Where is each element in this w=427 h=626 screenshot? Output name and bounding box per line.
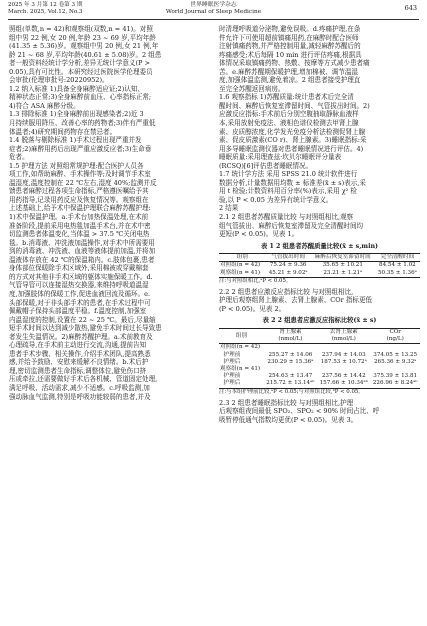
table-row: [219, 359, 420, 366]
table-cell: 对照组(n = 42): [220, 344, 261, 351]
table-cell: 237.56 ± 14.42: [321, 373, 366, 380]
body-text-line: 馈患者麻醉过程各项生命指标,严格遵医嘱给予其: [9, 187, 149, 196]
body-text-line: 本,采用放射免疫法、液相色谱仪检测去甲肾上腺: [219, 119, 359, 128]
table-cell: 237.94 ± 14.03: [321, 351, 366, 358]
body-text-line: 护理后观察组肾上腺素、去肾上腺素、COr 指标更低: [219, 296, 373, 305]
body-text-line: 切监测患者体温变化,当体温 > 37.5 ℃关闭电热: [9, 230, 150, 239]
table-header-cell: 组别: [219, 329, 264, 344]
section-2-3-text: [219, 399, 420, 425]
page-header: [0, 0, 427, 22]
body-text-line: 体温者;4)研究期间药物存在禁忌者。: [9, 127, 117, 136]
body-text-line: 佩戴帽子保持头部温度平稳。f.温度控制,加强室: [9, 307, 147, 316]
body-text-line: 2 结果: [219, 204, 239, 213]
body-text-line: 上述基础上,给予术中保温护理联合麻醉苏醒护理:: [9, 204, 151, 213]
body-text-line: 1.6 观察指标 1)苏醒质量:统计患者术后完全清: [219, 93, 354, 102]
body-text-line: 短手术时间以达到减少散热,避免手术时间过长导致患: [9, 324, 162, 333]
table-cell: 254.63 ± 13.47: [268, 373, 313, 380]
body-text-line: 更短(P < 0.05)。见表 1。: [219, 230, 299, 239]
journal-title-en: World Journal of Sleep Medicine: [165, 9, 262, 16]
body-text-line: (41.35 ± 5.36)岁。观察组中男 20 例,女 21 例,年: [9, 42, 159, 51]
body-text-line: 后观察组夜间最低 SPO₂、SPO₂ < 90% 时间占比、呼: [219, 407, 380, 416]
left-column: [9, 25, 211, 401]
table-cell: [317, 366, 370, 373]
table2-header-row: [219, 329, 420, 344]
body-text-line: 照组(单数,n = 42)和观察组(双数,n = 41)。对照: [9, 25, 153, 33]
body-text-line: 疼痛感受;术后每隔 10 min 进行评估疼痛,根据具: [219, 50, 362, 59]
body-text-line: 用多导睡眠监测仪器对患者睡眠情况进行评估。4): [219, 144, 364, 153]
body-text-line: 醒时间、麻醉后恢复室滞留时间、气管拔出时间。2): [219, 101, 370, 110]
body-text-line: 体情况采取镇痛药物、热敷、按摩等方式减少患者痛: [219, 59, 370, 68]
body-text-line: 到的消毒液、冲洗液、血液等液体提前加温,并将加: [9, 247, 156, 256]
table-header-cell: 去肾上腺素 (nmol/L): [317, 329, 370, 344]
body-text-line: 心理疏导,在手术前主动进行交流,沟通,提前告知: [9, 341, 147, 350]
body-text-line: 用药指导,记录用药反应及恢复情况等。观察组在: [9, 195, 149, 204]
table-cell: 护理后: [220, 358, 241, 365]
table-row: [219, 366, 420, 373]
body-text-line: 1.3 排除标准 1)全身麻醉前出现感染者;2)近 3: [9, 110, 144, 119]
body-text-line: 数据分析,计量数据用均数 ± 标准差(x̄ ± s)表示,采: [219, 178, 366, 187]
table-header-cell: 组别: [219, 254, 266, 262]
body-text-line: 验,以 P < 0.05 为差异有统计学意义。: [219, 195, 333, 204]
table-cell: [317, 344, 370, 352]
table-cell: 护理前: [220, 351, 241, 358]
body-text-line: 1)术中保温护理。a.手术台加热保温处理,在术前: [9, 213, 149, 222]
body-text-line: 应激反应指标:手术前后分别空腹抽取静脉血液样: [219, 110, 359, 119]
body-text-line: 者发生失温情况。2)麻醉苏醒护理。a.术前教育及: [9, 332, 153, 341]
table-cell: [264, 344, 317, 352]
table-header-cell: 麻醉后恢复室滞留时间: [311, 254, 375, 262]
table-cell: 观察组(n = 41): [219, 270, 266, 278]
right-column: [219, 25, 420, 424]
body-text-line: 1.4 脱落与剔除标准 1)手术过程出现严重并发: [9, 136, 142, 145]
table-cell: 230.29 ± 15.36ᵃ: [267, 358, 314, 365]
table-cell: 265.36 ± 9.32ᵃ: [373, 358, 417, 365]
journal-title: [0, 2, 427, 16]
table-cell: 35.65 ± 10.21: [322, 262, 363, 269]
body-text-line: 项工作,如帮助麻醉、手术操作等;及时调节手术室: [9, 170, 151, 179]
body-text-line: 至完全苏醒返回病房。: [219, 84, 285, 93]
body-text-line: 2.2 2 组患者应激反应指标比较 与对照组相比,: [219, 287, 354, 296]
body-text-line: 用 t 检验;计数资料用百分率(%)表示,采用 χ² 检: [219, 187, 357, 196]
body-text-line: 苦。e.麻醉苏醒期保暖护理,增加棉被、调节温湿: [219, 67, 358, 76]
table-cell: 226.96 ± 8.24ᵃᵇ: [370, 380, 420, 388]
table1-body: [219, 262, 420, 277]
table1-caption: 表 1 2 组患者苏醒质量比较(x̄ ± s,min): [260, 242, 379, 250]
table-cell: [370, 344, 420, 352]
table-row: [219, 344, 420, 352]
table-cell: 215.72 ± 13.14ᵃᵇ: [264, 380, 317, 388]
body-text-line: 2.1 2 组患者苏醒质量比较 与对照组相比,观察: [219, 213, 354, 222]
table-cell: 75.24 ± 9.36: [269, 262, 307, 269]
body-text-line: 度,加强肢体的保暖工作,促进血液回流及循环。e.: [9, 289, 151, 298]
body-text-line: 患者手术步骤、相关操作,介绍手术团队,提高熟悉: [9, 349, 151, 358]
table1-header-row: [219, 254, 420, 262]
table-cell: 23.21 ± 1.21ᵃ: [311, 270, 375, 278]
body-text-line: 症者;2)麻醉用药后出现严重应激反应者;3)生命垂: [9, 144, 152, 153]
table-header-cell: 肾上腺素 (nmol/L): [264, 329, 317, 344]
table-cell: 375.39 ± 13.81: [373, 373, 418, 380]
table2-note: 注:与本组护理前比较,ᵃP < 0.05;与对照组比较,ᵇP < 0.05。: [219, 388, 364, 395]
body-text-line: 度,加强体温监测,避免着凉。2 组患者接受护理直: [219, 76, 361, 85]
table2-caption: 表 2 2 组患者应激反应指标比较(x̄ ± s): [262, 317, 377, 325]
body-text-line: 1.2 纳入标准 1)具备全身麻醉适应证;2)认知、: [9, 84, 144, 93]
body-text-line: 满足呼吸、活动需求,减少不适感。c.呼吸监测,加: [9, 383, 150, 392]
table2-body: [219, 344, 420, 388]
body-text-line: (RCSQ)[6]评估患者睡眠情况。: [219, 161, 313, 170]
body-text-line: 4)符合 ASA 麻醉分级。: [9, 101, 80, 110]
table-cell: 157.66 ± 10.34ᵃᵇ: [317, 380, 370, 388]
table-cell: 护理前: [220, 373, 241, 380]
table-cell: 45.21 ± 9.02ᵃ: [266, 270, 311, 278]
table-header-cell: COr (ng/L): [370, 329, 420, 344]
body-text-line: 组气管拔出、麻醉后恢复室滞留及完全清醒时间均: [219, 221, 364, 230]
body-text-line: 吸暂停低通气指数均更优(P < 0.05)。见表 3。: [219, 415, 358, 424]
body-text-line: 2.3 2 组患者睡眠指标比较 与对照组相比,护理: [219, 398, 354, 407]
body-text-line: 气管导管可以连接湿热交换器,来维持呼吸道温湿: [9, 281, 149, 290]
body-text-line: 温湿度,温度控制在 22 ℃左右,湿度 40%;监测并反: [9, 178, 157, 187]
body-text-line: 组中男 22 例,女 20 例,年龄 23 ~ 69 岁,平均年龄: [9, 33, 156, 42]
table-row: [219, 262, 420, 270]
table-row: [219, 352, 420, 359]
body-text-line: 的方式对其他非手术区域的躯体实施保暖工作。d.: [9, 272, 153, 281]
body-text-line: 强动脉血气监测,特别是呼吸功能较弱的患者,并及: [9, 392, 151, 401]
body-text-line: 时清理呼吸道分泌物,避免误吸。d.疼痛护理,在条: [219, 25, 361, 33]
body-text-line: 准备阶段,提前采用电热毯加温手术台,并在术中密: [9, 221, 151, 230]
body-text-line: 件允许下可使用超前镇痛用药,在麻醉时配合医师: [219, 33, 359, 42]
body-text-line: 1.5 护理方法 对照组常规护理:配合医护人员各: [9, 161, 144, 170]
body-text-line: 头部保暖,对于非头部手术的患者,在手术过程中可: [9, 298, 151, 307]
table-header-cell: 气管拔出时间: [266, 254, 311, 262]
table1: [219, 253, 420, 278]
header-rule: [8, 19, 419, 20]
body-text-line: 温液体存放在 42 ℃的保温箱内。c.肢体包裹,患者: [9, 255, 155, 264]
body-text-line: 素、皮质醇浓度,化学发光免疫分析法检测促肾上腺: [219, 127, 366, 136]
body-text-line: 龄 21 ~ 68 岁,平均年龄(40.61 ± 5.08)岁。2 组患: [9, 50, 162, 59]
table-row: [219, 380, 420, 388]
table-cell: 观察组(n = 41): [220, 366, 261, 373]
body-text-line: 身体部位保暖除手术区域外,采用棉被或穿戴棉套: [9, 264, 149, 273]
issue-en: March. 2025, Vol.12, No.3: [8, 9, 83, 16]
issue-cn: 2025 年 3 月第 12 卷第 3 期: [8, 2, 83, 8]
table-cell: 护理后: [219, 380, 264, 388]
body-text-line: 0.05),具有可比性。本研究经过医院医学伦理委员: [9, 67, 153, 76]
table-row: [219, 270, 420, 278]
table2: [219, 328, 420, 389]
section-2-2-text: [219, 288, 420, 314]
body-text-line: 月持续服用降压、改善心率的药物者;3)伴有严重低: [9, 119, 156, 128]
body-text-line: 素、促皮质激素(CO r)、肾上腺素。3)睡眠指标:采: [219, 136, 367, 145]
body-text-line: 注射镇痛药物,并严格控制用量,减轻麻醉苏醒后的: [219, 42, 361, 51]
journal-title-cn: 世界睡眠医学杂志: [190, 2, 237, 8]
body-text-line: 者一般资料经统计学分析,差异无统计学意义(P >: [9, 59, 150, 68]
table-cell: [264, 366, 317, 373]
right-top-text: [219, 25, 420, 239]
body-text-line: 内温湿度的控制,设置在 22 ~ 25 ℃。最后,尽量缩: [9, 315, 156, 324]
body-text-line: 会审批(伦理审批号:20220952)。: [9, 76, 109, 85]
table-cell: 50.35 ± 1.36ᵃ: [375, 270, 420, 278]
body-text-line: 毯。b.消毒液、冲洗液加温操作,对手术中所需要用: [9, 238, 155, 247]
table-header-cell: 完全清醒时间: [375, 254, 420, 262]
body-text-line: 精神状态正常;3)全身麻醉前血压、心率指标正常;: [9, 93, 152, 102]
table-cell: [370, 366, 420, 373]
table1-note: 注:与对照组相比,ᵃP < 0.05。: [219, 277, 292, 284]
body-text-line: (P < 0.05)。见表 2。: [219, 304, 286, 313]
page-number: 643: [404, 4, 417, 12]
body-text-line: 危者。: [9, 153, 29, 162]
table-cell: 对照组(n = 42): [220, 262, 261, 269]
table-cell: 187.53 ± 10.72ᵃ: [320, 358, 367, 365]
table-cell: 255.27 ± 14.06: [268, 351, 313, 358]
body-text-line: 睡眠质量:采用理查兹·坎贝尔睡眠评分量表: [219, 153, 342, 162]
body-text-line: 压或牵拉,还需要做好手术后各机械、管道固定处理,: [9, 375, 158, 384]
body-text-line: 1.7 统计学方法 采用 SPSS 21.0 统计软件进行: [219, 170, 358, 179]
body-text-line: 感,并给予鼓励、安慰来缓解不良情绪。b.术后护: [9, 358, 149, 367]
table-cell: 374.05 ± 13.25: [373, 351, 418, 358]
body-text-line: 理,密切监测患者生命指标,调整体位,避免伤口挤: [9, 366, 147, 375]
table-cell: 84.54 ± 1.02: [379, 262, 416, 269]
